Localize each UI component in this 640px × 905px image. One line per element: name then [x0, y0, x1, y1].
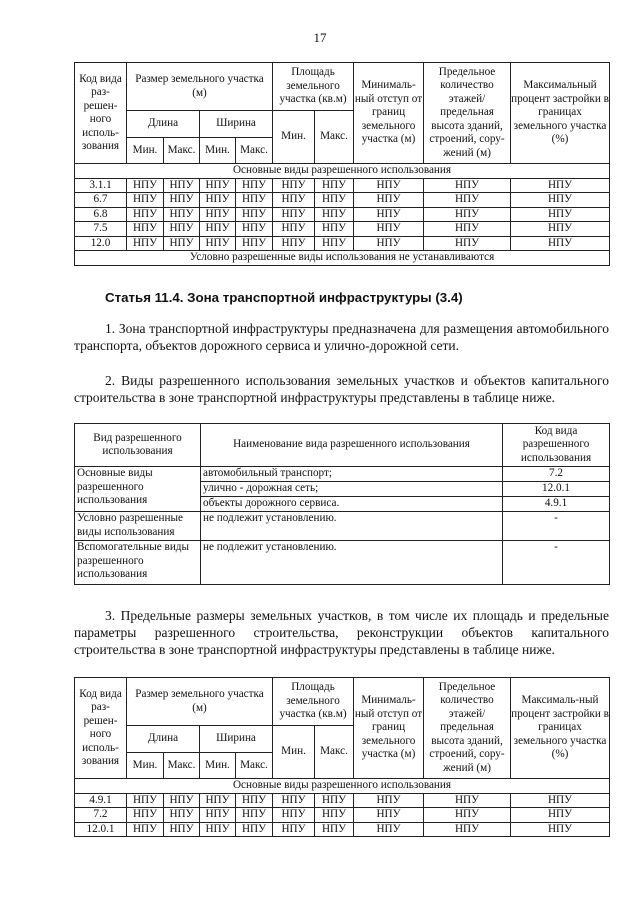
header-plot-size: Размер земельного участка (м) [127, 678, 273, 726]
header-area-min: Мин. [273, 726, 315, 779]
row-value: НПУ [236, 236, 273, 251]
table-row [75, 207, 610, 222]
header-use-name: Наименование вида разрешенного использования [201, 424, 503, 467]
header-coverage: Максимальный процент застройки в границах земельного участка (%) [511, 63, 610, 164]
paragraph-3: 3. Предельные размеры земельных участков, в том числе их площадь и предельные параметры разрешенного строительства, реконструкции объектов капитального строительства в зоне транспортной инфраструктуры представлены в таблице ниже. [74, 608, 609, 657]
row-value: НПУ [273, 236, 315, 251]
row-value: НПУ [354, 178, 424, 193]
row-code: 6.8 [75, 207, 127, 222]
row-value: НПУ [273, 793, 315, 808]
row-value: НПУ [315, 808, 354, 823]
section-main: Основные виды разрешенного использования [75, 164, 610, 179]
row-value: НПУ [164, 236, 200, 251]
table-row [75, 793, 610, 808]
main-use-label: Основные виды разрешенного использования [75, 467, 201, 512]
header-area: Площадь земельного участка (кв.м) [273, 678, 354, 726]
auxiliary-use-code: - [503, 541, 610, 585]
row-value: НПУ [200, 808, 236, 823]
section-main: Основные виды разрешенного использования [75, 779, 610, 794]
row-value: НПУ [164, 808, 200, 823]
auxiliary-use-name: не подлежит установлению. [201, 541, 503, 585]
header-width-max: Макс. [236, 753, 273, 779]
header-width: Ширина [200, 111, 273, 138]
row-value: НПУ [164, 193, 200, 208]
row-value: НПУ [315, 822, 354, 837]
row-value: НПУ [424, 207, 511, 222]
row-value: НПУ [511, 236, 610, 251]
article-heading: Статья 11.4. Зона транспортной инфраструктуры (3.4) [105, 290, 463, 305]
main-use-code: 7.2 [503, 467, 610, 482]
conditional-use-name: не подлежит установлению. [201, 512, 503, 541]
row-value: НПУ [511, 793, 610, 808]
header-width: Ширина [200, 726, 273, 753]
use-types-table [74, 423, 610, 585]
header-length-max: Макс. [164, 138, 200, 164]
row-value: НПУ [127, 793, 164, 808]
row-value: НПУ [273, 193, 315, 208]
header-setback: Минималь-ный отступ от границ земельного участка (м) [354, 63, 424, 164]
header-floors: Предельное количество этажей/ предельная высота зданий, строений, сору-жений (м) [424, 63, 511, 164]
row-value: НПУ [315, 793, 354, 808]
row-value: НПУ [315, 178, 354, 193]
table-row [75, 822, 610, 837]
row-value: НПУ [127, 193, 164, 208]
row-value: НПУ [511, 207, 610, 222]
row-value: НПУ [236, 822, 273, 837]
section-conditional: Условно разрешенные виды использования не устанавливаются [75, 251, 610, 266]
row-code: 4.9.1 [75, 793, 127, 808]
row-value: НПУ [200, 822, 236, 837]
row-value: НПУ [315, 207, 354, 222]
row-value: НПУ [164, 178, 200, 193]
conditional-use-label: Условно разрешенные виды использования [75, 512, 201, 541]
row-value: НПУ [236, 793, 273, 808]
row-value: НПУ [354, 207, 424, 222]
row-value: НПУ [273, 808, 315, 823]
row-value: НПУ [200, 178, 236, 193]
row-value: НПУ [127, 178, 164, 193]
row-value: НПУ [354, 822, 424, 837]
row-value: НПУ [273, 222, 315, 237]
row-value: НПУ [236, 222, 273, 237]
header-floors: Предельное количество этажей/ предельная высота зданий, строений, сору-жений (м) [424, 678, 511, 779]
row-value: НПУ [354, 222, 424, 237]
header-length-min: Мин. [127, 753, 164, 779]
table-row [75, 193, 610, 208]
row-value: НПУ [511, 193, 610, 208]
header-area-max: Макс. [315, 726, 354, 779]
main-use-code: 12.0.1 [503, 482, 610, 497]
row-value: НПУ [200, 793, 236, 808]
plot-size-table-1 [74, 62, 610, 266]
row-code: 12.0.1 [75, 822, 127, 837]
header-use-type: Вид разрешенного использования [75, 424, 201, 467]
table-row [75, 808, 610, 823]
header-length-min: Мин. [127, 138, 164, 164]
main-use-name: улично - дорожная сеть; [201, 482, 503, 497]
main-use-name: автомобильный транспорт; [201, 467, 503, 482]
main-use-name: объекты дорожного сервиса. [201, 497, 503, 512]
header-area: Площадь земельного участка (кв.м) [273, 63, 354, 111]
row-value: НПУ [273, 822, 315, 837]
row-value: НПУ [127, 808, 164, 823]
row-value: НПУ [354, 236, 424, 251]
row-value: НПУ [200, 236, 236, 251]
row-value: НПУ [315, 193, 354, 208]
header-length-max: Макс. [164, 753, 200, 779]
row-value: НПУ [424, 808, 511, 823]
row-value: НПУ [424, 193, 511, 208]
row-value: НПУ [511, 178, 610, 193]
row-value: НПУ [236, 207, 273, 222]
table-row [75, 236, 610, 251]
row-value: НПУ [164, 222, 200, 237]
row-value: НПУ [127, 207, 164, 222]
header-use-code: Код вида разрешенного использования [503, 424, 610, 467]
row-value: НПУ [511, 808, 610, 823]
row-value: НПУ [200, 207, 236, 222]
row-value: НПУ [127, 236, 164, 251]
row-value: НПУ [354, 193, 424, 208]
conditional-use-code: - [503, 512, 610, 541]
row-value: НПУ [164, 207, 200, 222]
row-code: 7.5 [75, 222, 127, 237]
row-value: НПУ [200, 222, 236, 237]
row-value: НПУ [236, 193, 273, 208]
row-value: НПУ [127, 222, 164, 237]
auxiliary-use-label: Вспомогательные виды разрешенного использования [75, 541, 201, 585]
main-use-code: 4.9.1 [503, 497, 610, 512]
header-area-min: Мин. [273, 111, 315, 164]
header-code: Код вида раз-решен-ного исполь-зования [75, 678, 127, 779]
row-value: НПУ [236, 178, 273, 193]
page-number: 17 [313, 30, 327, 45]
row-value: НПУ [424, 793, 511, 808]
plot-size-table-2 [74, 677, 610, 837]
header-plot-size: Размер земельного участка (м) [127, 63, 273, 111]
table-row [75, 222, 610, 237]
row-value: НПУ [424, 178, 511, 193]
row-value: НПУ [424, 222, 511, 237]
row-value: НПУ [236, 808, 273, 823]
row-value: НПУ [424, 822, 511, 837]
header-setback: Минималь-ный отступ от границ земельного участка (м) [354, 678, 424, 779]
header-width-min: Мин. [200, 753, 236, 779]
row-value: НПУ [200, 193, 236, 208]
row-value: НПУ [164, 822, 200, 837]
header-length: Длина [127, 111, 200, 138]
header-code: Код вида раз-решен-ного исполь-зования [75, 63, 127, 164]
row-code: 6.7 [75, 193, 127, 208]
row-value: НПУ [511, 822, 610, 837]
paragraph-2: 2. Виды разрешенного использования земельных участков и объектов капитального строительства в зоне транспортной инфраструктуры представлены в таблице ниже. [74, 373, 609, 405]
row-value: НПУ [354, 808, 424, 823]
paragraph-1: 1. Зона транспортной инфраструктуры предназначена для размещения автомобильного транспорта, объектов дорожного сервиса и улично-дорожной сети. [74, 321, 609, 353]
row-code: 7.2 [75, 808, 127, 823]
row-value: НПУ [164, 793, 200, 808]
row-code: 12.0 [75, 236, 127, 251]
row-value: НПУ [273, 207, 315, 222]
row-value: НПУ [127, 822, 164, 837]
row-value: НПУ [315, 222, 354, 237]
row-value: НПУ [511, 222, 610, 237]
row-value: НПУ [354, 793, 424, 808]
table-row [75, 178, 610, 193]
header-width-min: Мин. [200, 138, 236, 164]
row-value: НПУ [273, 178, 315, 193]
header-area-max: Макс. [315, 111, 354, 164]
header-coverage: Максималь-ный процент застройки в границах земельного участка (%) [511, 678, 610, 779]
row-value: НПУ [315, 236, 354, 251]
header-width-max: Макс. [236, 138, 273, 164]
row-value: НПУ [424, 236, 511, 251]
header-length: Длина [127, 726, 200, 753]
row-code: 3.1.1 [75, 178, 127, 193]
